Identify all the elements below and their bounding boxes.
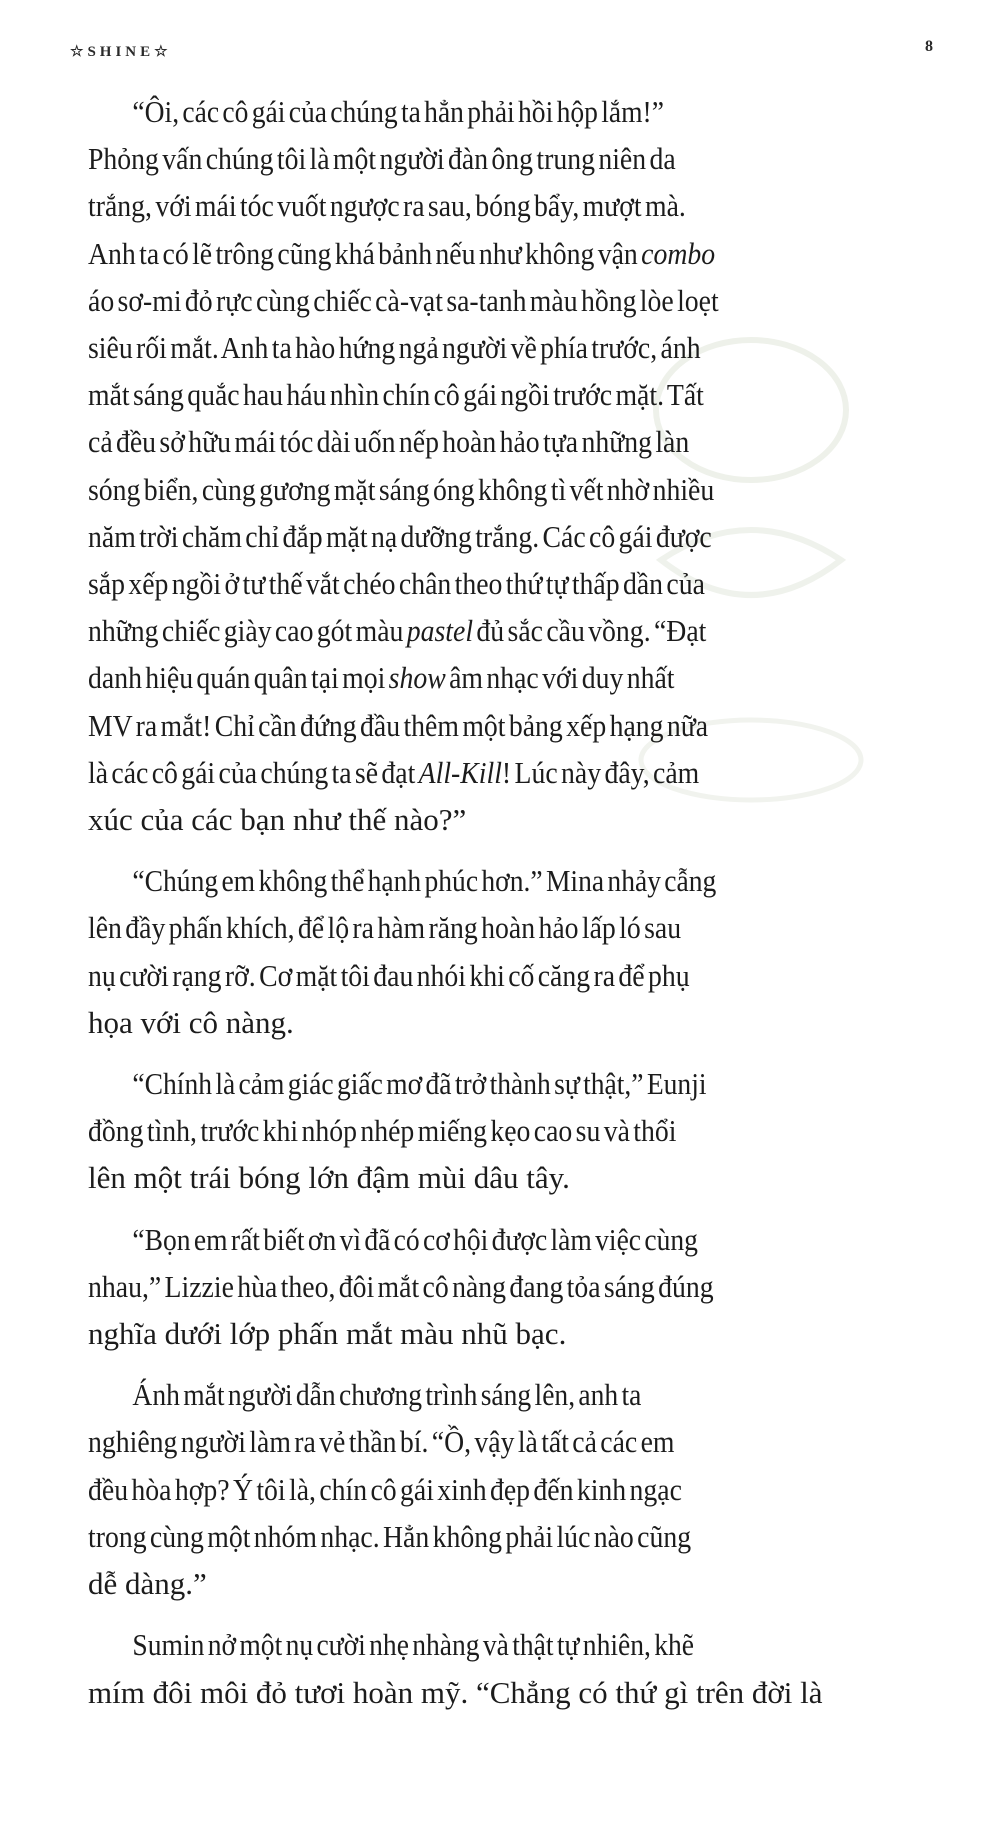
running-title: ☆SHINE☆: [70, 44, 172, 60]
text-line: Ánh mắt người dẫn chương trình sáng lên, anh ta: [132, 1377, 642, 1413]
text-run: là các cô gái của chúng ta sẽ đạt: [88, 754, 419, 790]
text-line: mím đôi môi đỏ tươi hoàn mỹ. “Chẳng có thứ gì trên đời là: [88, 1674, 823, 1710]
paragraph: [88, 1371, 928, 1607]
text-line: siêu rối mắt. Anh ta hào hứng ngả người về phía trước, ánh: [88, 330, 701, 366]
text-line: “Chính là cảm giác giấc mơ đã trở thành sự thật,” Eunji: [132, 1066, 707, 1102]
text-run: danh hiệu quán quân tại mọi: [88, 660, 389, 696]
text-line: [88, 230, 840, 277]
italic-term: show: [388, 660, 446, 696]
text-line: họa với cô nàng.: [88, 1004, 294, 1040]
text-line: trong cùng một nhóm nhạc. Hẳn không phải lúc nào cũng: [88, 1518, 692, 1554]
text-line: “Chúng em không thể hạnh phúc hơn.” Mina nhảy cẫng: [132, 863, 717, 899]
text-line: sắp xếp ngồi ở tư thế vắt chéo chân theo thứ tự thấp dần của: [88, 566, 705, 602]
paragraph: [88, 1621, 928, 1715]
text-line: dễ dàng.”: [88, 1566, 207, 1602]
text-run: những chiếc giày cao gót màu: [88, 613, 407, 649]
text-line: [88, 654, 840, 701]
text-line: MV ra mắt! Chỉ cần đứng đầu thêm một bảng xếp hạng nữa: [88, 707, 709, 743]
italic-term: All-Kill: [418, 754, 502, 790]
text-line: xúc của các bạn như thế nào?”: [88, 802, 467, 838]
text-line: trắng, với mái tóc vuốt ngược ra sau, bóng bẩy, mượt mà.: [88, 188, 686, 224]
text-line: nghiêng người làm ra vẻ thần bí. “Ồ, vậy là tất cả các em: [88, 1424, 675, 1460]
text-line: [88, 607, 840, 654]
text-line: cả đều sở hữu mái tóc dài uốn nếp hoàn hảo tựa những làn: [88, 424, 690, 460]
text-line: lên đầy phấn khích, để lộ ra hàm răng hoàn hảo lấp ló sau: [88, 910, 682, 946]
body-text: [88, 88, 928, 1730]
text-line: lên một trái bóng lớn đậm mùi dâu tây.: [88, 1160, 570, 1196]
paragraph: [88, 88, 928, 843]
paragraph: [88, 857, 928, 1046]
text-run: ! Lúc này đây, cảm: [501, 754, 700, 790]
text-line: mắt sáng quắc hau háu nhìn chín cô gái ngồi trước mặt. Tất: [88, 377, 704, 413]
page-number: 8: [925, 38, 933, 55]
italic-term: pastel: [406, 613, 474, 649]
text-line: năm trời chăm chỉ đắp mặt nạ dưỡng trắng. Các cô gái được: [88, 518, 712, 554]
text-line: “Bọn em rất biết ơn vì đã có cơ hội được làm việc cùng: [132, 1221, 698, 1257]
paragraph: [88, 1060, 928, 1202]
text-run: âm nhạc với duy nhất: [445, 660, 675, 696]
text-line: đồng tình, trước khi nhóp nhép miếng kẹo cao su và thổi: [88, 1113, 677, 1149]
text-line: [88, 749, 840, 796]
text-run: đủ sắc cầu vồng. “Đạt: [473, 613, 707, 649]
text-line: “Ôi, các cô gái của chúng ta hẳn phải hồi hộp lắm!”: [132, 94, 664, 129]
italic-term: combo: [641, 235, 716, 271]
text-line: Sumin nở một nụ cười nhẹ nhàng và thật tự nhiên, khẽ: [132, 1627, 694, 1663]
text-line: đều hòa hợp? Ý tôi là, chín cô gái xinh đẹp đến kinh ngạc: [88, 1471, 682, 1507]
text-line: nhau,” Lizzie hùa theo, đôi mắt cô nàng đang tỏa sáng đúng: [88, 1268, 714, 1304]
text-line: nghĩa dưới lớp phấn mắt màu nhũ bạc.: [88, 1316, 567, 1352]
paragraph: [88, 1216, 928, 1358]
text-run: Anh ta có lẽ trông cũng khá bảnh nếu như không vận: [88, 235, 642, 271]
text-line: Phỏng vấn chúng tôi là một người đàn ông trung niên da: [88, 141, 676, 177]
text-line: sóng biển, cùng gương mặt sáng óng không tì vết nhờ nhiều: [88, 471, 715, 507]
text-line: nụ cười rạng rỡ. Cơ mặt tôi đau nhói khi cố căng ra để phụ: [88, 957, 690, 993]
text-line: áo sơ-mi đỏ rực cùng chiếc cà-vạt sa-tanh màu hồng lòe loẹt: [88, 282, 719, 318]
